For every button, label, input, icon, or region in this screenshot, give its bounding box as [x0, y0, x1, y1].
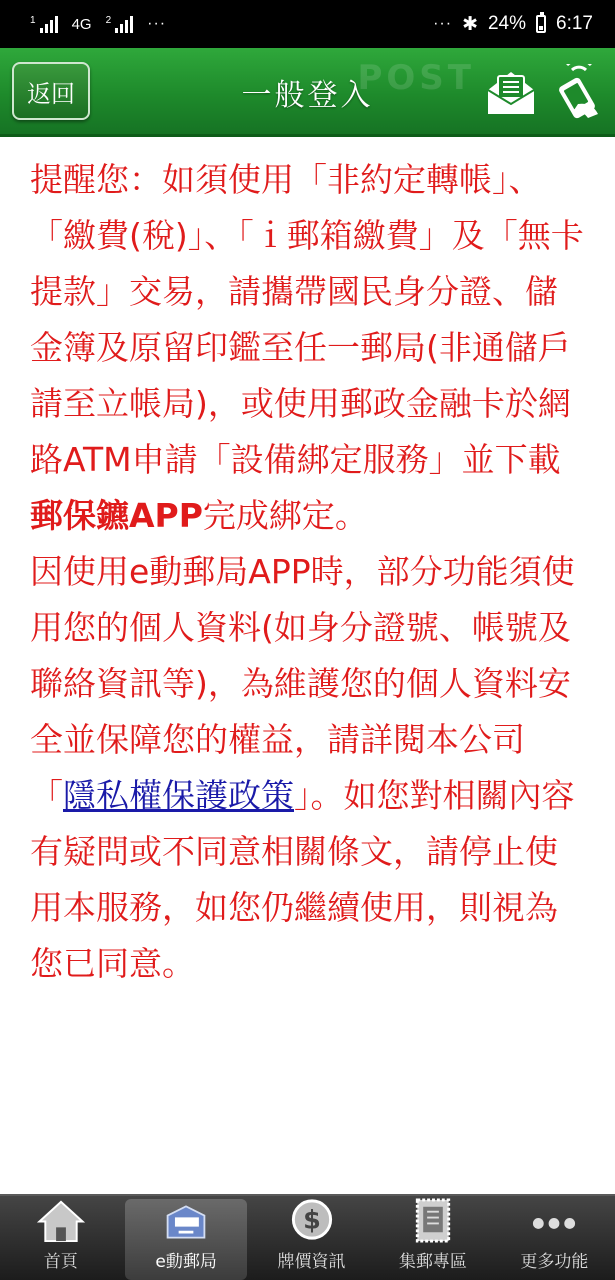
clock: 6:17 — [556, 13, 593, 34]
status-dots: ··· — [433, 15, 453, 32]
nav-e-post[interactable]: e動郵局 — [125, 1199, 246, 1280]
more-icon — [528, 1196, 580, 1245]
battery-percent: 24% — [487, 13, 527, 34]
nav-more[interactable]: 更多功能 — [494, 1196, 615, 1280]
bottom-navigation — [0, 1194, 615, 1280]
home-icon — [35, 1196, 87, 1245]
status-bar — [0, 0, 615, 48]
nav-exchange-rates[interactable]: $ 牌價資訊 — [251, 1196, 372, 1280]
signal-icon-sim1: 1 — [30, 15, 58, 33]
app-name-highlight: 郵保鑣APP — [30, 496, 203, 535]
signal-icon-sim2: 2 — [106, 15, 134, 33]
back-button[interactable]: 返回 — [12, 62, 90, 120]
network-type: 4G — [71, 15, 92, 33]
notification-dots: ··· — [147, 15, 167, 32]
mobile-post-icon — [160, 1199, 212, 1245]
nav-home[interactable]: 首頁 — [0, 1196, 121, 1280]
mail-icon[interactable] — [484, 64, 538, 120]
notice-content — [30, 152, 590, 992]
bluetooth-icon: ✱ — [462, 13, 478, 35]
nav-philately[interactable]: 集郵專區 — [372, 1196, 493, 1280]
page-title: 一般登入 — [241, 78, 374, 113]
notice-paragraph-binding: 提醒您：如須使用「非約定轉帳」、「繳費(稅)」、「ｉ郵箱繳費」及「無卡提款」交易，請攜帶國民身分證、儲金簿及原留印鑑至任一郵局(非通儲戶請至立帳局)，或使用郵政金融卡於網路ATM申請「設備綁定服務」並下載郵保鑣APP完成綁定。 — [30, 160, 584, 535]
dollar-icon — [286, 1196, 338, 1245]
phone-signal-icon[interactable] — [552, 64, 606, 120]
svg-text:$: $ — [302, 1205, 321, 1236]
battery-icon — [536, 15, 546, 33]
notice-paragraph-privacy: 因使用e動郵局APP時，部分功能須使用您的個人資料(如身分證號、帳號及聯絡資訊等)，為維護您的個人資料安全並保障您的權益，請詳閱本公司「隱私權保護政策」。如您對相關內容有疑問或不同意相關條文，請停止使用本服務，如您仍繼續使用，則視為您已同意。 — [30, 552, 575, 983]
app-header — [0, 48, 615, 137]
privacy-policy-link[interactable]: 隱私權保護政策 — [63, 776, 294, 815]
header-watermark: POST — [357, 58, 475, 98]
stamp-icon — [407, 1196, 459, 1245]
